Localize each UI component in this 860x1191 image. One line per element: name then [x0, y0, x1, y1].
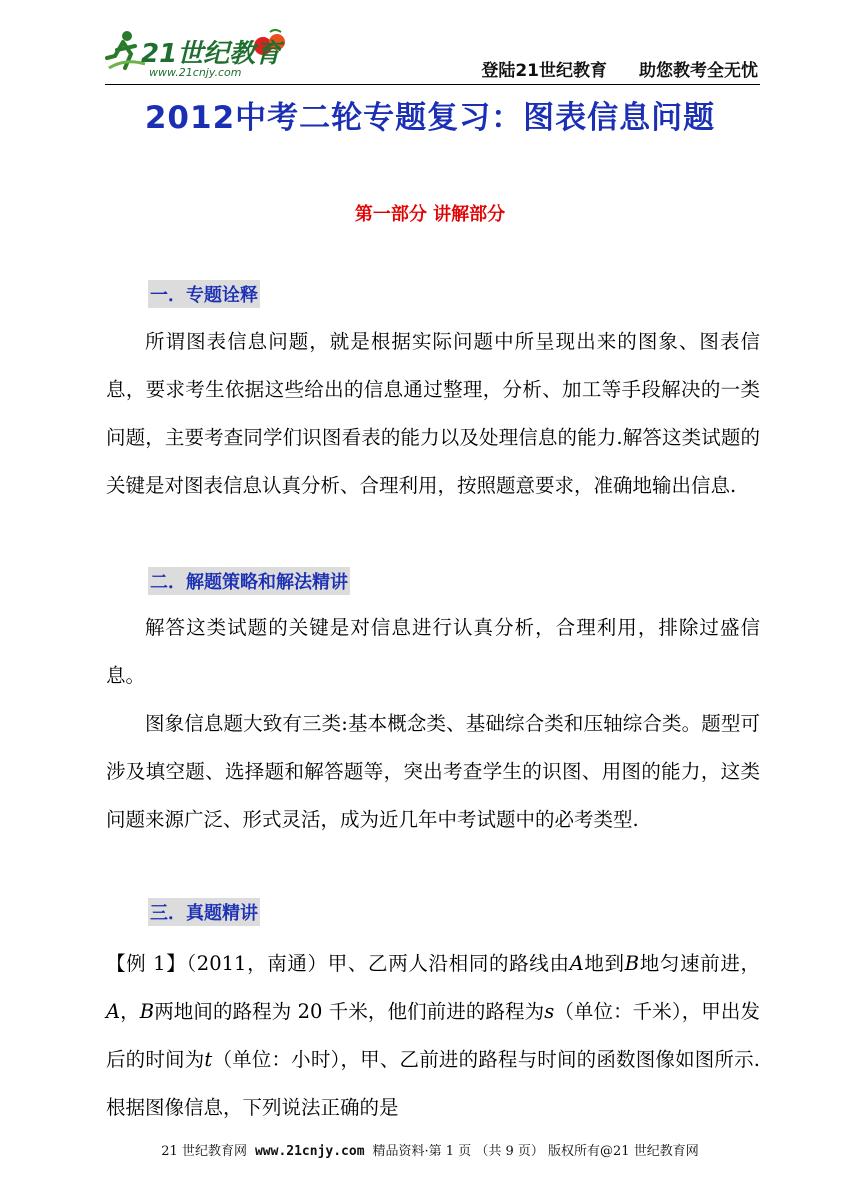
header-slogan [481, 56, 758, 81]
part-title: 第一部分 讲解部分 [354, 204, 506, 225]
page-header [105, 28, 760, 83]
section-2-paragraph-1: 解答这类试题的关键是对信息进行认真分析，合理利用，排除过盛信息。 [106, 616, 760, 687]
svg-text:21世纪教育: 21世纪教育 [141, 39, 282, 69]
example-1-text: 【例 1】（2011，南通）甲、乙两人沿相同的路线由A地到B地匀速前进，A，B两地间的路程为 20 千米，他们前进的路程为s（单位：千米），甲出发后的时间为t（单位：小时），甲、乙前进的路程与时间的函数图像如图所示. 根据图像信息，下列说法正确的是 [106, 952, 760, 1119]
section-heading-1: 一．专题诠释 [148, 280, 260, 308]
section-1-paragraph: 所谓图表信息问题，就是根据实际问题中所呈现出来的图象、图表信息，要求考生依据这些给出的信息通过整理，分析、加工等手段解决的一类问题，主要考查同学们识图看表的能力以及处理信息的能力.解答这类试题的关键是对图表信息认真分析、合理利用，按照题意要求，准确地输出信息. [106, 330, 760, 497]
footer-site-name: 21 世纪教育网 [161, 1144, 247, 1159]
svg-text:www.21cnjy.com: www.21cnjy.com [149, 66, 242, 79]
footer-page-info: 精品资料·第 1 页 （共 9 页） 版权所有@21 世纪教育网 [372, 1144, 699, 1159]
header-divider [105, 84, 760, 85]
slogan-login: 登陆21世纪教育 [481, 61, 607, 81]
21cnjy-logo [105, 28, 305, 80]
section-2-paragraph-2: 图象信息题大致有三类:基本概念类、基础综合类和压轴综合类。题型可涉及填空题、选择题和解答题等，突出考查学生的识图、用图的能力，这类问题来源广泛、形式灵活，成为近几年中考试题中的必考类型. [106, 712, 760, 831]
slogan-help: 助您教考全无忧 [639, 61, 758, 81]
section-heading-3: 三．真题精讲 [148, 898, 260, 926]
section-heading-2: 二．解题策略和解法精讲 [148, 567, 350, 595]
footer-url: www.21cnjy.com [254, 1144, 365, 1159]
page-title: 2012中考二轮专题复习：图表信息问题 [144, 100, 716, 136]
page-footer [0, 1140, 860, 1159]
